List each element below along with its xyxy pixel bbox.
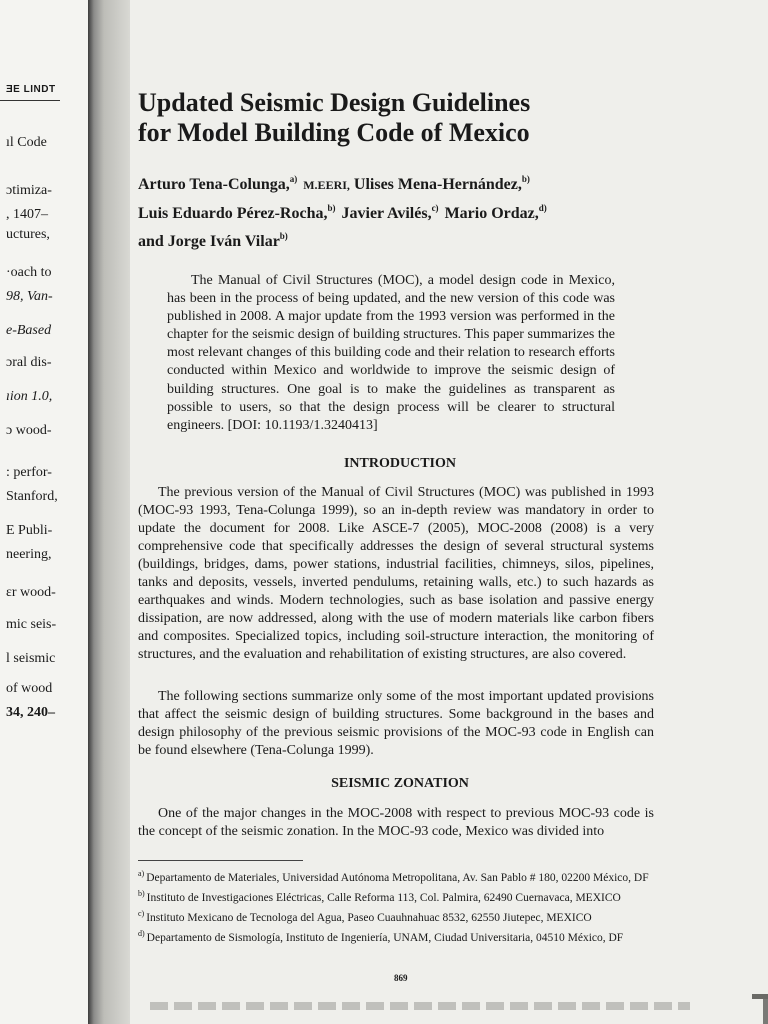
author-membership: M.EERI, [303,178,350,192]
intro-paragraph-1: The previous version of the Manual of Civil Structures (MOC) was published in 1993 (MOC-93 1993, Tena-Colunga 1999), so an in-depth review was mandatory in order to update the document for 2008. Like ASCE-7 (2005), MOC-2008 (2008) is a very comprehensive code that specifically addresses the design of several structural systems (buildings, bridges, dams, power stations, industrial facilities, chimneys, silos, pipelines, tanks and deposits, vessels, inverted pendulums, retaining walls, etc.) to such hazards as earthquakes and winds. Modern technologies, such as base isolation and passive energy dissipation, are now addressed, along with the use of modern materials like carbon fibers and composites. Specialized topics, including soil-structure interaction, the monitoring of structures, and the evaluation and rehabilitation of existing structures, are also covered. [138,485,654,662]
previous-page-line: of wood [6,681,53,696]
footnote-text: Instituto de Investigaciones Eléctricas, Calle Reforma 113, Col. Palmira, 62490 Cuernavaca, MEXICO [146,892,621,904]
previous-page-line: ɔral dis- [6,355,52,370]
footnote-mark: b) [138,889,145,898]
footnote-text: Departamento de Sismología, Instituto de Ingeniería, UNAM, Ciudad Universitaria, 04510 México, DF [146,932,624,944]
previous-page-line: neering, [6,547,52,562]
previous-page-line: ɛr wood- [6,585,56,600]
author-name: Luis Eduardo Pérez-Rocha, [138,205,328,222]
previous-page-line: mic seis- [6,617,57,632]
author-name: Ulises Mena-Hernández, [353,176,522,193]
author-line-2 [138,197,738,225]
footnote-mark: d) [138,929,145,938]
previous-page-line: 34, 240– [6,705,55,720]
zonation-paragraph-1: One of the major changes in the MOC-2008 with respect to previous MOC-93 code is the concept of the seismic zonation. In the MOC-93 code, Mexico was divided into [138,806,654,839]
author-line-1 [138,168,738,197]
author-line-3 [138,225,738,253]
title-line-1: Updated Seismic Design Guidelines [138,88,531,117]
previous-page-line: l seismic [6,651,56,666]
previous-page-line: ıl Code [6,135,47,150]
author-name: Javier Avilés, [341,205,432,222]
article-title [138,88,698,148]
author-name: Mario Ordaz, [444,205,539,222]
previous-page-line: uctures, [6,227,50,242]
author-list [138,168,738,253]
previous-page-line: ·oach to [6,265,52,280]
article-page [130,0,768,1024]
affiliation-mark: c) [431,203,439,213]
previous-page-line: Stanford, [6,489,58,504]
section-heading-seismic-zonation: SEISMIC ZONATION [331,776,469,791]
affiliation-mark: d) [538,203,547,213]
previous-page-line: E Publi- [6,523,53,538]
footnote [138,866,698,886]
footnote [138,926,698,946]
previous-page-line: ɔ wood- [6,423,52,438]
affiliation-mark: b) [327,203,336,213]
abstract: The Manual of Civil Structures (MOC), a model design code in Mexico, has been in the process of being updated, and the new version of this code was published in 2008. A major update from the 1993 version was performed in the chapter for the seismic design of building structures. This paper summarizes the most relevant changes of this building code and their relation to research efforts conducted within Mexico and worldwide to improve the seismic design of building structures. One goal is to make the guidelines as transparent as possible to users, so that the design process will be clearer to structural engineers. [DOI: 10.1193/1.3240413] [167,273,615,433]
affiliation-mark: b) [521,174,530,184]
footnotes [138,866,698,946]
book-gutter [88,0,130,1024]
running-footer-blur [150,1002,690,1010]
title-line-2: for Model Building Code of Mexico [138,118,530,147]
footnote [138,886,698,906]
footnote-text: Instituto Mexicano de Tecnologa del Agua, Paseo Cuauhnahuac 8532, 62550 Jiutepec, MEXICO [146,912,592,924]
binding-clip-icon [752,992,768,1024]
header-rule [0,100,60,101]
author-name: and Jorge Iván Vilar [138,233,280,250]
previous-page-line: e-Based [6,323,52,338]
previous-page-line: ɔtimiza- [6,183,52,198]
footnote-text: Departamento de Materiales, Universidad Autónoma Metropolitana, Av. San Pablo # 180, 02200 México, DF [146,872,649,884]
previous-page-line: 98, Van- [6,289,53,304]
intro-paragraph-2: The following sections summarize only some of the most important updated provisions that affect the seismic design of building structures. Some background in the bases and design philosophy of the previous seismic provisions of the MOC-93 code in English can be found elsewhere (Tena-Colunga 1999). [138,689,654,758]
previous-page-line: ıion 1.0, [6,389,53,404]
previous-page-line: : perfor- [6,465,52,480]
footnote-mark: a) [138,869,145,878]
previous-page-header: ƎE LINDT [6,84,56,95]
footnote-mark: c) [138,909,145,918]
footnote-rule [138,860,303,861]
author-name: Arturo Tena-Colunga, [138,176,290,193]
previous-page-strip [0,0,88,1024]
section-heading-introduction: INTRODUCTION [343,456,456,471]
previous-page-line: , 1407– [6,207,48,222]
footnote [138,906,698,926]
page-number: 869 [394,973,408,983]
affiliation-mark: b) [279,231,288,241]
affiliation-mark: a) [289,174,298,184]
